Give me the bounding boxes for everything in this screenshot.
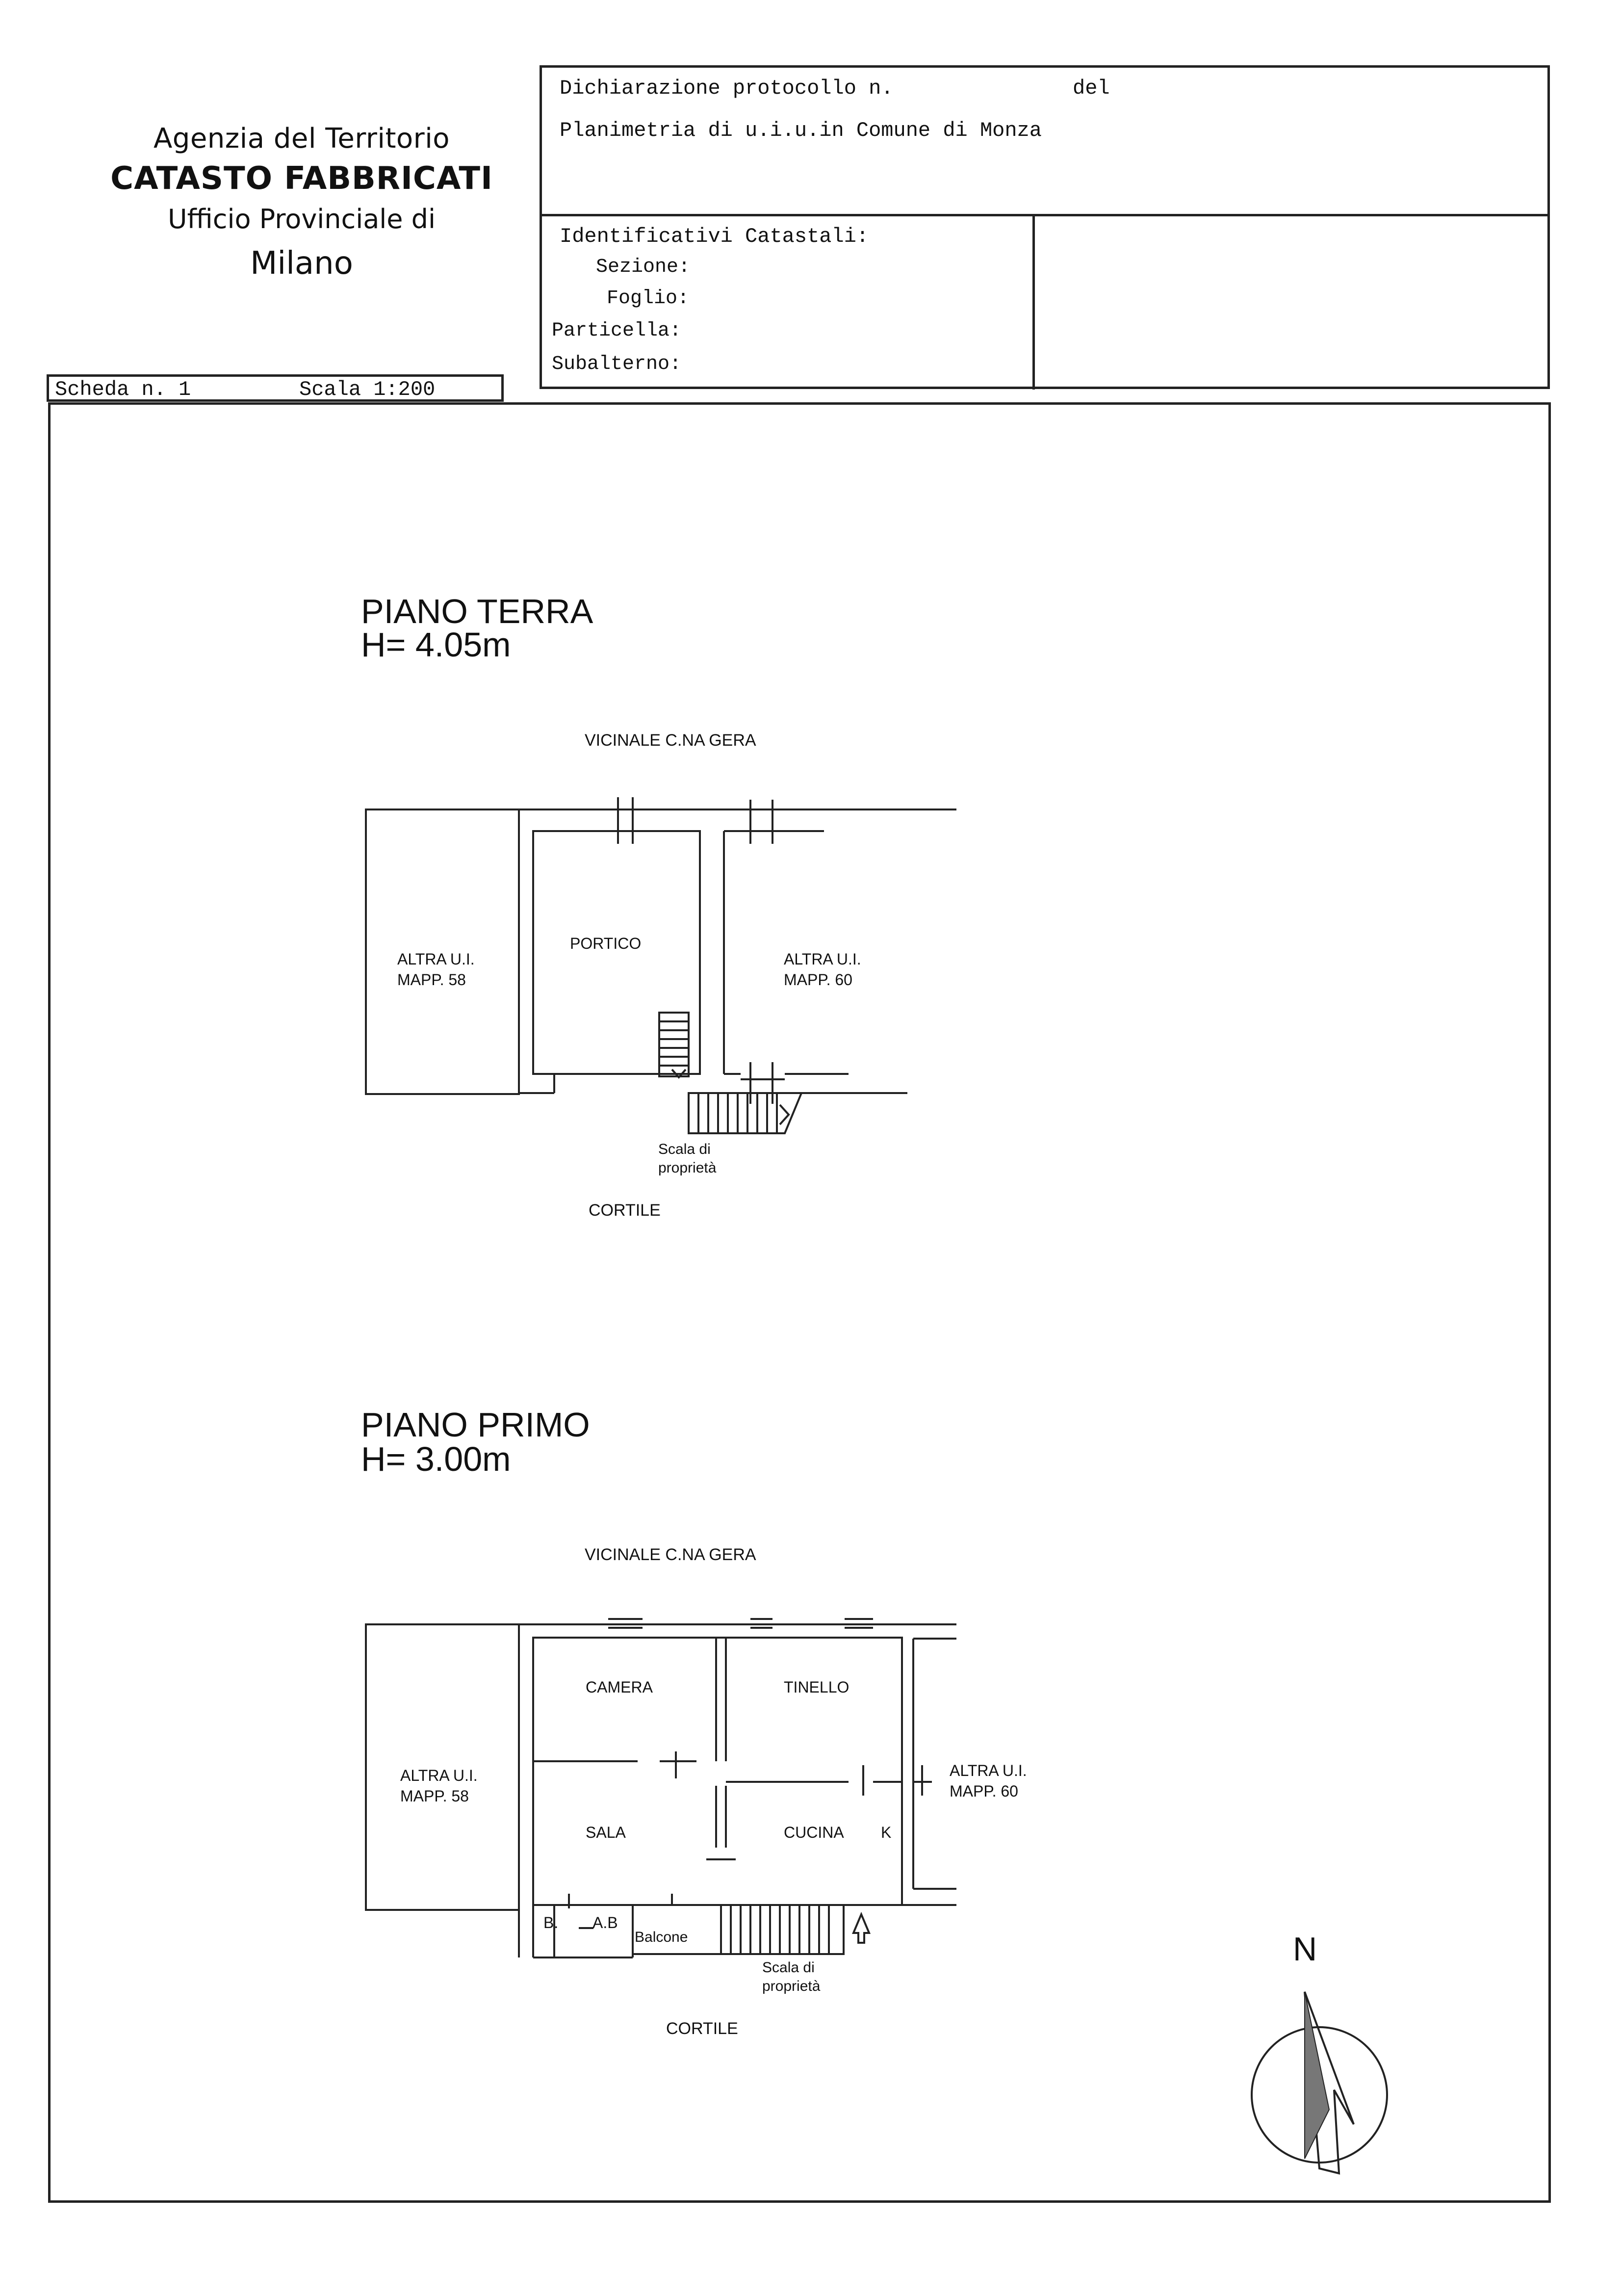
gf-right-unit-line2: MAPP. 60 xyxy=(784,971,852,989)
ff-left-unit-line1: ALTRA U.I. xyxy=(400,1767,478,1784)
ff-apartment-outline xyxy=(533,1638,902,1905)
gf-stairs-label-1: Scala di xyxy=(658,1141,711,1157)
scheda-number: Scheda n. 1 xyxy=(55,378,191,401)
sezione-label: Sezione: xyxy=(596,256,691,278)
balcony-label: Balcone xyxy=(635,1929,688,1945)
north-label: N xyxy=(1293,1931,1317,1968)
office-label: Ufficio Provinciale di xyxy=(168,204,436,235)
gf-stairs-label-2: proprietà xyxy=(658,1160,717,1176)
ff-title: PIANO PRIMO xyxy=(361,1406,590,1444)
particella-label: Particella: xyxy=(552,320,682,342)
gf-left-unit-line1: ALTRA U.I. xyxy=(397,950,475,968)
catasto-title: CATASTO FABBRICATI xyxy=(110,160,493,197)
gf-stairs-flight-b xyxy=(689,1093,801,1133)
ff-stairs xyxy=(721,1905,844,1954)
ff-stairs-arrow xyxy=(853,1914,869,1943)
ff-height: H= 3.00m xyxy=(361,1440,511,1478)
ff-right-unit-line2: MAPP. 60 xyxy=(950,1782,1018,1800)
north-arrow xyxy=(1252,1992,1387,2173)
protocol-label: Dichiarazione protocollo n. xyxy=(560,77,894,100)
camera-label: CAMERA xyxy=(586,1678,653,1696)
sala-label: SALA xyxy=(586,1824,626,1841)
ff-right-unit-line1: ALTRA U.I. xyxy=(950,1762,1027,1779)
gf-title: PIANO TERRA xyxy=(361,592,593,630)
agency-name: Agenzia del Territorio xyxy=(153,123,450,155)
scheda-scale: Scala 1:200 xyxy=(299,378,436,401)
ff-stairs-label-1: Scala di xyxy=(762,1959,815,1976)
gf-street-label: VICINALE C.NA GERA xyxy=(585,731,756,750)
cucina-label: CUCINA xyxy=(784,1824,844,1841)
ff-courtyard-label: CORTILE xyxy=(666,2019,738,2038)
antibath-label: A.B xyxy=(592,1914,618,1931)
del-label: del xyxy=(1073,77,1110,100)
planimetria-label: Planimetria di u.i.u.in Comune di Monza xyxy=(560,119,1042,142)
subalterno-label: Subalterno: xyxy=(552,353,682,375)
kitchen-k-label: K xyxy=(881,1824,892,1841)
gf-height: H= 4.05m xyxy=(361,626,511,664)
ff-stairs-label-2: proprietà xyxy=(762,1978,821,1994)
foglio-label: Foglio: xyxy=(607,287,690,310)
gf-portico-label: PORTICO xyxy=(570,935,642,952)
identificativi-label: Identificativi Catastali: xyxy=(560,225,869,248)
tinello-label: TINELLO xyxy=(784,1678,850,1696)
ff-street-label: VICINALE C.NA GERA xyxy=(585,1545,756,1564)
bath-label: B. xyxy=(543,1914,559,1931)
office-city: Milano xyxy=(250,245,353,282)
gf-right-unit-line1: ALTRA U.I. xyxy=(784,950,861,968)
gf-left-unit-line2: MAPP. 58 xyxy=(397,971,466,989)
portico-room xyxy=(533,831,700,1074)
gf-courtyard-label: CORTILE xyxy=(589,1201,661,1220)
ff-left-unit-line2: MAPP. 58 xyxy=(400,1787,469,1805)
